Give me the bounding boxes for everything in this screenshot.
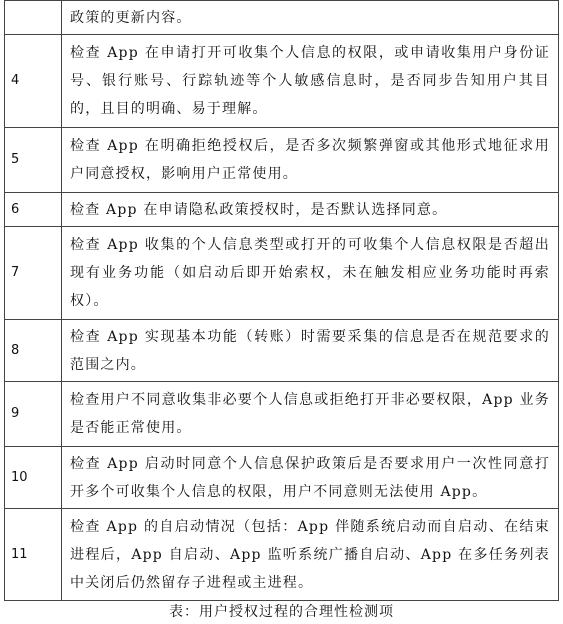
row-description: 检查用户不同意收集非必要个人信息或拒绝打开非必要权限，App 业务是否能正常使用。 xyxy=(62,382,559,447)
row-number: 7 xyxy=(5,227,62,320)
row-number: 10 xyxy=(5,447,62,509)
document-body xyxy=(4,0,558,601)
table-row xyxy=(5,509,559,601)
table-row xyxy=(5,128,559,193)
table-caption: 表：用户授权过程的合理性检测项 xyxy=(169,604,394,620)
authorization-check-table xyxy=(4,0,559,601)
row-number xyxy=(5,1,62,35)
table-row xyxy=(5,320,559,382)
row-number: 6 xyxy=(5,193,62,227)
row-description: 检查 App 在申请打开可收集个人信息的权限，或申请收集用户身份证号、银行账号、行踪轨迹等个人敏感信息时，是否同步告知用户其目的，且目的明确、易于理解。 xyxy=(62,35,559,128)
row-description: 检查 App 在明确拒绝授权后，是否多次频繁弹窗或其他形式地征求用户同意授权，影响用户正常使用。 xyxy=(62,128,559,193)
table-row xyxy=(5,1,559,35)
row-description: 检查 App 在申请隐私政策授权时，是否默认选择同意。 xyxy=(62,193,559,227)
row-description: 检查 App 的自启动情况（包括：App 伴随系统启动而自启动、在结束进程后，App 自启动、App 监听系统广播自启动、App 在多任务列表中关闭后仍然留存子进程或主进程。 xyxy=(62,509,559,601)
table-row xyxy=(5,447,559,509)
row-number: 9 xyxy=(5,382,62,447)
row-number: 11 xyxy=(5,509,62,601)
row-description: 检查 App 收集的个人信息类型或打开的可收集个人信息权限是否超出现有业务功能（如启动后即开始索权，未在触发相应业务功能时再索权）。 xyxy=(62,227,559,320)
table-row xyxy=(5,227,559,320)
row-description: 检查 App 启动时同意个人信息保护政策后是否要求用户一次性同意打开多个可收集个人信息的权限，用户不同意则无法使用 App。 xyxy=(62,447,559,509)
row-number: 8 xyxy=(5,320,62,382)
table-row xyxy=(5,382,559,447)
row-description: 政策的更新内容。 xyxy=(62,1,559,35)
table-row xyxy=(5,193,559,227)
row-description: 检查 App 实现基本功能（转账）时需要采集的信息是否在规范要求的范围之内。 xyxy=(62,320,559,382)
row-number: 4 xyxy=(5,35,62,128)
table-row xyxy=(5,35,559,128)
row-number: 5 xyxy=(5,128,62,193)
